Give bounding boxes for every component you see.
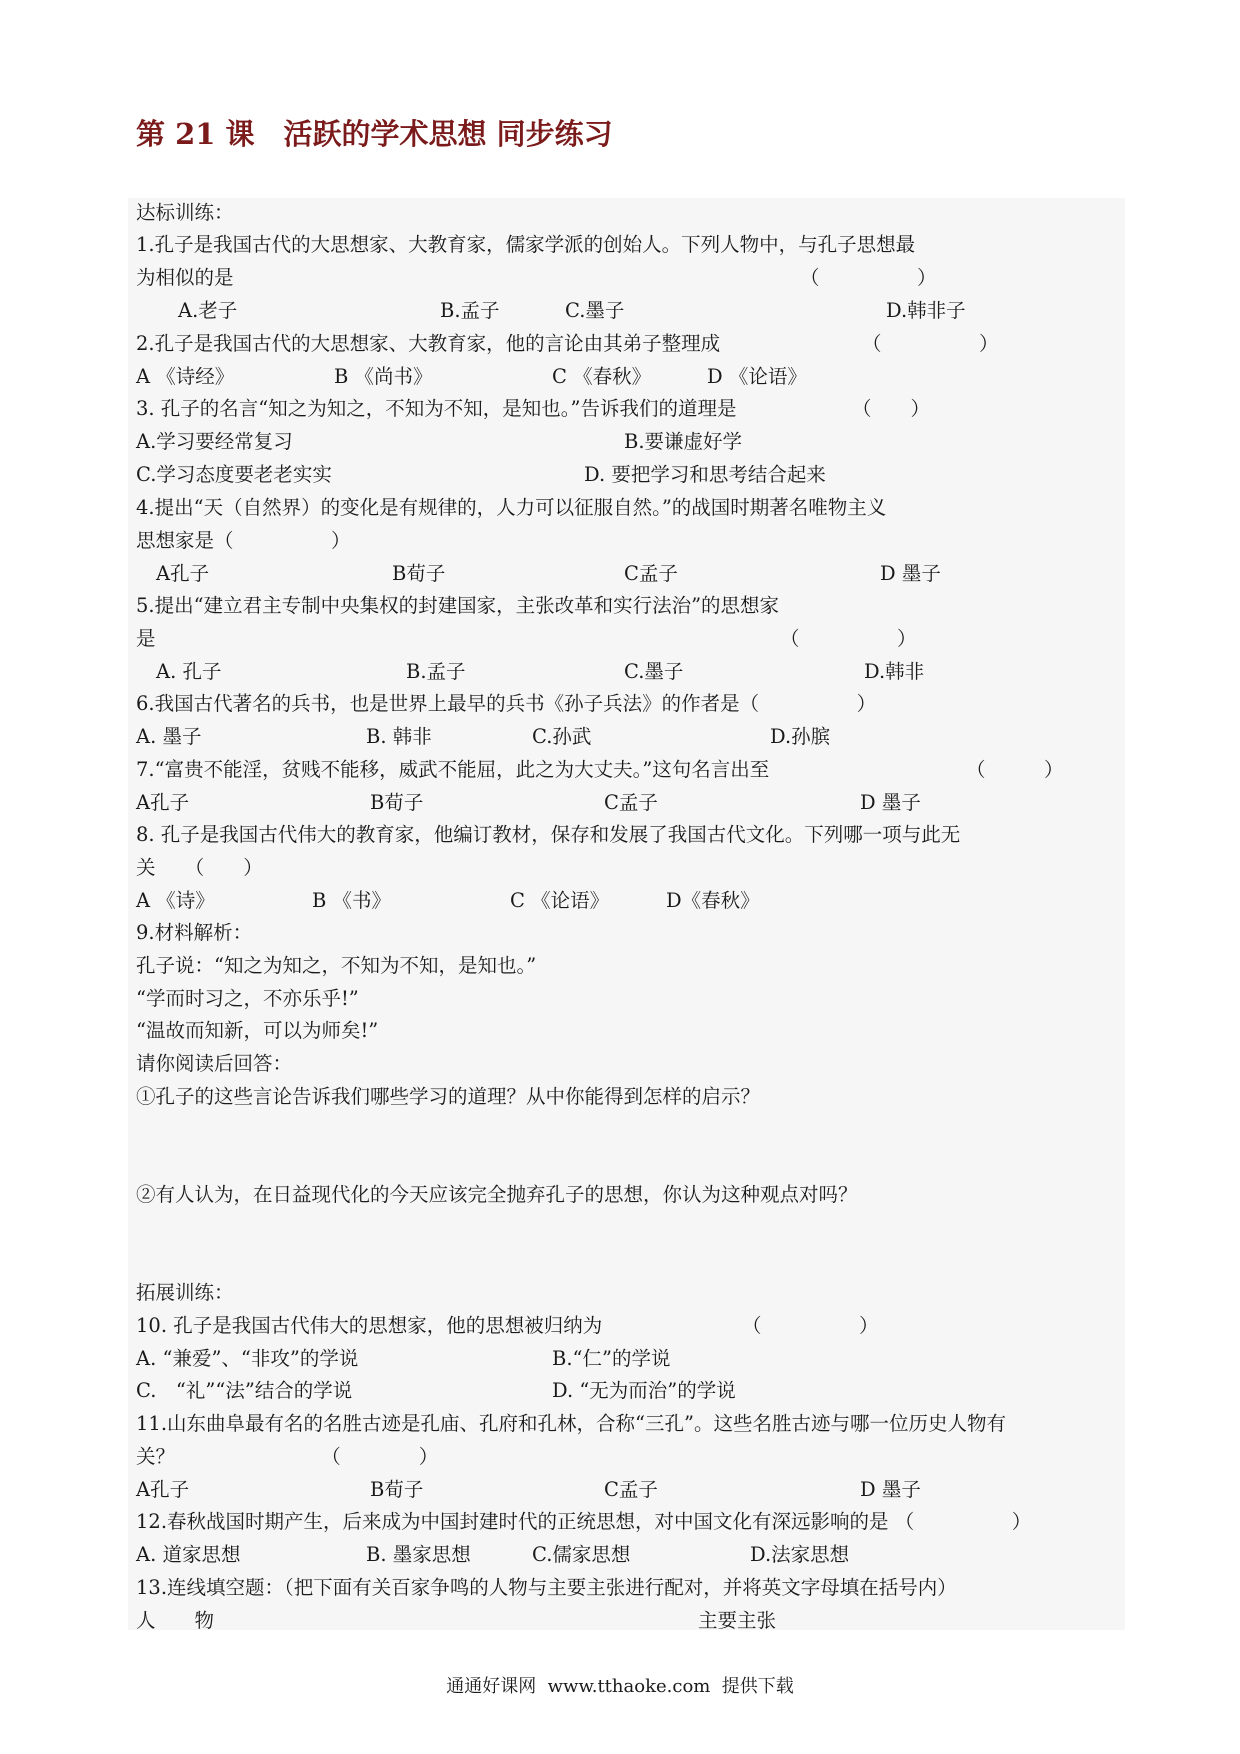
option-d: D 墨子 — [860, 1478, 921, 1501]
question-stem: 关 （ ） — [136, 856, 263, 879]
answer-paren: （ ） — [780, 627, 917, 650]
question-stem: 7.“富贵不能淫，贫贱不能移，威武不能屈，此之为大丈夫。”这句名言出至 — [136, 758, 770, 781]
answer-paren: （ ） — [966, 758, 1064, 781]
question-stem: 9.材料解析： — [136, 921, 253, 944]
question-stem: 6.我国古代著名的兵书，也是世界上最早的兵书《孙子兵法》的作者是（ ） — [136, 692, 877, 715]
option-b: B荀子 — [370, 1478, 424, 1501]
option-b: B.要谦虚好学 — [624, 430, 743, 453]
section-heading: 达标训练： — [136, 201, 234, 224]
option-b: B.孟子 — [440, 299, 500, 322]
material-line: “学而时习之，不亦乐乎!” — [136, 987, 359, 1010]
question-stem: 10. 孔子是我国古代伟大的思想家，他的思想被归纳为 — [136, 1314, 603, 1337]
question-stem: 2.孔子是我国古代的大思想家、大教育家，他的言论由其弟子整理成 — [136, 332, 721, 355]
section-heading: 拓展训练： — [136, 1281, 234, 1304]
column-header-claims: 主要主张 — [698, 1609, 777, 1632]
option-c: C.墨子 — [565, 299, 625, 322]
question-stem: 5.提出“建立君主专制中央集权的封建国家，主张改革和实行法治”的思想家 — [136, 594, 780, 617]
sub-question: ①孔子的这些言论告诉我们哪些学习的道理？从中你能得到怎样的启示？ — [136, 1085, 761, 1108]
question-stem: 思想家是（ ） — [136, 529, 351, 552]
option-b: B 《尚书》 — [334, 365, 433, 388]
sub-question: ②有人认为，在日益现代化的今天应该完全抛弃孔子的思想，你认为这种观点对吗？ — [136, 1183, 858, 1206]
option-c: C 《论语》 — [510, 889, 610, 912]
question-stem: 4.提出“天（自然界）的变化是有规律的，人力可以征服自然。”的战国时期著名唯物主义 — [136, 496, 887, 519]
option-c: C.儒家思想 — [532, 1543, 631, 1566]
question-stem: 13.连线填空题：（把下面有关百家争鸣的人物与主要主张进行配对，并将英文字母填在括号内） — [136, 1576, 957, 1599]
option-a: A. “兼爱”、“非攻”的学说 — [136, 1347, 359, 1370]
answer-paren: （ ） — [800, 266, 937, 289]
material-line: “温故而知新，可以为师矣!” — [136, 1019, 379, 1042]
option-a: A孔子 — [156, 562, 210, 585]
answer-paren: （ ） — [742, 1314, 879, 1337]
option-b: B荀子 — [392, 562, 446, 585]
option-a: A 《诗》 — [136, 889, 215, 912]
option-d: D《春秋》 — [666, 889, 760, 912]
answer-paren: （ ） — [852, 397, 931, 420]
question-stem: 关？ （ ） — [136, 1445, 439, 1468]
option-a: A孔子 — [136, 1478, 190, 1501]
option-d: D.韩非子 — [886, 299, 966, 322]
option-a: A. 道家思想 — [136, 1543, 241, 1566]
option-b: B. 韩非 — [366, 725, 432, 748]
question-stem: 1.孔子是我国古代的大思想家、大教育家，儒家学派的创始人。下列人物中，与孔子思想最 — [136, 233, 916, 256]
option-a: A. 墨子 — [136, 725, 202, 748]
question-stem: 是 — [136, 627, 156, 650]
option-a: A.学习要经常复习 — [136, 430, 293, 453]
option-a: A 《诗经》 — [136, 365, 235, 388]
option-d: D. “无为而治”的学说 — [552, 1379, 736, 1402]
question-stem: 3. 孔子的名言“知之为知之，不知为不知，是知也。”告诉我们的道理是 — [136, 397, 737, 420]
option-d: D 墨子 — [860, 791, 921, 814]
option-c: C.墨子 — [624, 660, 684, 683]
footer-credit: 通通好课网 www.tthaoke.com 提供下载 — [446, 1676, 794, 1697]
option-c: C 《春秋》 — [552, 365, 652, 388]
option-b: B.孟子 — [406, 660, 466, 683]
option-d: D.韩非 — [864, 660, 925, 683]
option-c: C.孙武 — [532, 725, 592, 748]
option-d: D 《论语》 — [707, 365, 807, 388]
option-a: A. 孔子 — [156, 660, 222, 683]
option-c: C.学习态度要老老实实 — [136, 463, 332, 486]
question-stem: 12.春秋战国时期产生，后来成为中国封建时代的正统思想，对中国文化有深远影响的是 （ ） — [136, 1510, 1032, 1533]
column-header-people: 人 物 — [136, 1609, 215, 1632]
option-d: D 墨子 — [880, 562, 941, 585]
option-a: A.老子 — [178, 299, 238, 322]
question-stem: 11.山东曲阜最有名的名胜古迹是孔庙、孔府和孔林，合称“三孔”。这些名胜古迹与哪一位历史人物有 — [136, 1412, 1006, 1435]
option-d: D.法家思想 — [750, 1543, 850, 1566]
option-b: B. 墨家思想 — [366, 1543, 471, 1566]
option-b: B.“仁”的学说 — [552, 1347, 671, 1370]
material-line: 孔子说：“知之为知之，不知为不知，是知也。” — [136, 954, 537, 977]
option-d: D. 要把学习和思考结合起来 — [584, 463, 826, 486]
option-b: B荀子 — [370, 791, 424, 814]
question-stem: 8. 孔子是我国古代伟大的教育家，他编订教材，保存和发展了我国古代文化。下列哪一项与此无 — [136, 823, 961, 846]
answer-paren: （ ） — [862, 332, 999, 355]
option-c: C. “礼”“法”结合的学说 — [136, 1379, 353, 1402]
question-stem: 为相似的是 — [136, 266, 234, 289]
option-c: C孟子 — [624, 562, 678, 585]
page-title: 第 21 课 活跃的学术思想 同步练习 — [136, 117, 613, 151]
option-a: A孔子 — [136, 791, 190, 814]
question-prompt: 请你阅读后回答： — [136, 1052, 293, 1075]
option-b: B 《书》 — [312, 889, 392, 912]
option-c: C孟子 — [604, 1478, 658, 1501]
option-c: C孟子 — [604, 791, 658, 814]
option-d: D.孙膑 — [770, 725, 831, 748]
